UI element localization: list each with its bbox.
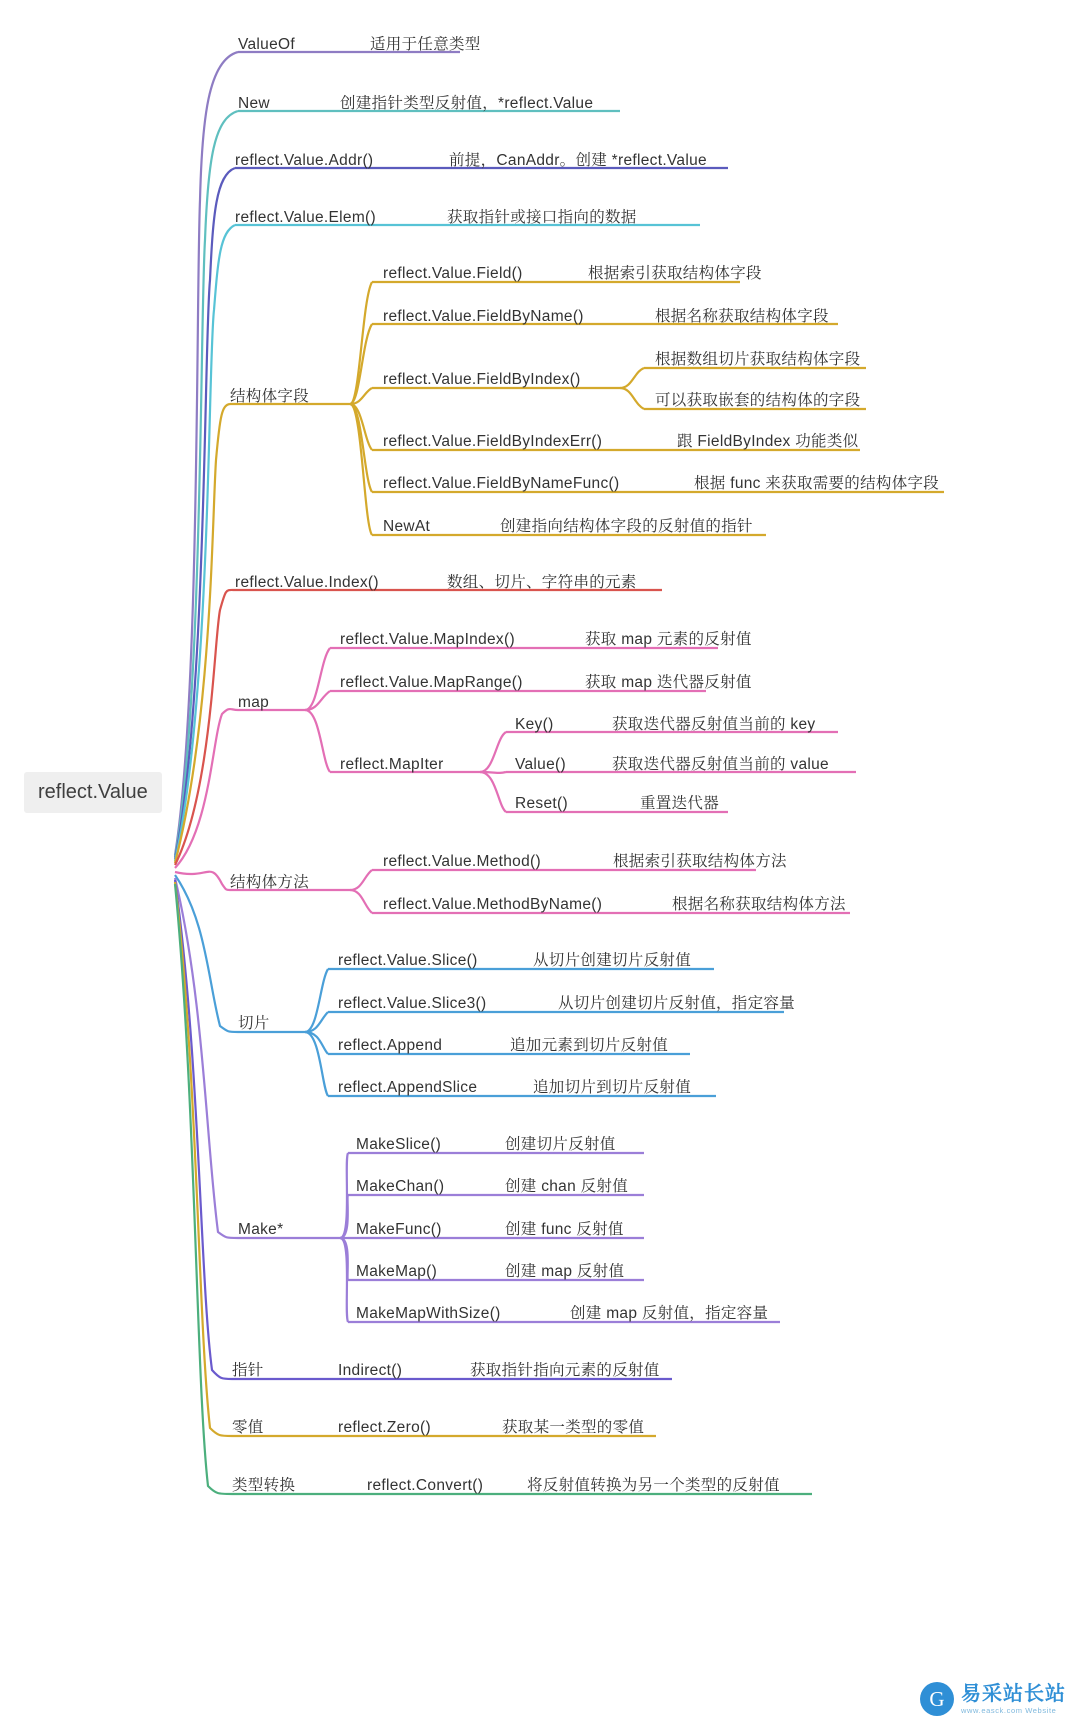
watermark-text bbox=[961, 1684, 1066, 1715]
node-valueof[interactable]: ValueOf bbox=[238, 36, 295, 53]
node-mapiter-reset[interactable]: Reset() bbox=[515, 795, 568, 812]
node-value-methodbyname-desc: 根据名称获取结构体方法 bbox=[672, 896, 846, 913]
group-struct-methods[interactable]: 结构体方法 bbox=[230, 874, 310, 891]
node-value-fieldbyindex[interactable]: reflect.Value.FieldByIndex() bbox=[383, 371, 581, 388]
node-value-index[interactable]: reflect.Value.Index() bbox=[235, 574, 379, 591]
node-value-method[interactable]: reflect.Value.Method() bbox=[383, 853, 541, 870]
watermark-title: 易采站长站 bbox=[961, 1682, 1066, 1705]
node-makefunc-desc: 创建 func 反射值 bbox=[505, 1221, 624, 1238]
node-makechan-desc: 创建 chan 反射值 bbox=[505, 1178, 629, 1195]
node-appendslice[interactable]: reflect.AppendSlice bbox=[338, 1079, 478, 1096]
node-value-fieldbyname[interactable]: reflect.Value.FieldByName() bbox=[383, 308, 584, 325]
node-mapiter-key-desc: 获取迭代器反射值当前的 key bbox=[612, 716, 816, 733]
node-value-fieldbyname-desc: 根据名称获取结构体字段 bbox=[655, 308, 829, 325]
node-new[interactable]: New bbox=[238, 95, 270, 112]
node-mapiter-key[interactable]: Key() bbox=[515, 716, 554, 733]
node-value-maprange-desc: 获取 map 迭代器反射值 bbox=[585, 674, 752, 691]
group-struct-fields[interactable]: 结构体字段 bbox=[230, 388, 310, 405]
group-zero[interactable]: 零值 bbox=[232, 1419, 264, 1436]
node-value-fieldbyindex-desc-2: 可以获取嵌套的结构体的字段 bbox=[655, 392, 861, 409]
group-pointer[interactable]: 指针 bbox=[232, 1362, 264, 1379]
node-value-slice3-desc: 从切片创建切片反射值，指定容量 bbox=[558, 995, 796, 1012]
node-indirect[interactable]: Indirect() bbox=[338, 1362, 403, 1379]
node-append[interactable]: reflect.Append bbox=[338, 1037, 443, 1054]
node-makefunc[interactable]: MakeFunc() bbox=[356, 1221, 442, 1238]
node-mapiter-value-desc: 获取迭代器反射值当前的 value bbox=[612, 756, 829, 773]
node-newat[interactable]: NewAt bbox=[383, 518, 431, 535]
node-value-field[interactable]: reflect.Value.Field() bbox=[383, 265, 523, 282]
node-makechan[interactable]: MakeChan() bbox=[356, 1178, 445, 1195]
node-makemapwithsize[interactable]: MakeMapWithSize() bbox=[356, 1305, 501, 1322]
node-newat-desc: 创建指向结构体字段的反射值的指针 bbox=[500, 518, 753, 535]
node-indirect-desc: 获取指针指向元素的反射值 bbox=[470, 1362, 660, 1379]
group-type-convert[interactable]: 类型转换 bbox=[232, 1477, 296, 1494]
node-valueof-desc: 适用于任意类型 bbox=[370, 36, 481, 53]
watermark-subtitle: www.easck.com Website bbox=[961, 1705, 1057, 1715]
node-value-index-desc: 数组、切片、字符串的元素 bbox=[447, 574, 637, 591]
node-value-method-desc: 根据索引获取结构体方法 bbox=[613, 853, 787, 870]
node-value-methodbyname[interactable]: reflect.Value.MethodByName() bbox=[383, 896, 603, 913]
node-makeslice-desc: 创建切片反射值 bbox=[505, 1136, 616, 1153]
node-value-fieldbynamefunc[interactable]: reflect.Value.FieldByNameFunc() bbox=[383, 475, 620, 492]
node-value-fieldbynamefunc-desc: 根据 func 来获取需要的结构体字段 bbox=[694, 475, 940, 492]
node-makeslice[interactable]: MakeSlice() bbox=[356, 1136, 442, 1153]
group-slice[interactable]: 切片 bbox=[238, 1015, 270, 1032]
root-node[interactable]: reflect.Value bbox=[24, 772, 162, 813]
node-appendslice-desc: 追加切片到切片反射值 bbox=[533, 1079, 692, 1096]
node-value-elem-desc: 获取指针或接口指向的数据 bbox=[447, 209, 637, 226]
node-zero-desc: 获取某一类型的零值 bbox=[502, 1419, 645, 1436]
node-makemap-desc: 创建 map 反射值 bbox=[505, 1263, 625, 1280]
node-zero[interactable]: reflect.Zero() bbox=[338, 1419, 431, 1436]
node-value-mapindex-desc: 获取 map 元素的反射值 bbox=[585, 631, 752, 648]
node-mapiter[interactable]: reflect.MapIter bbox=[340, 756, 444, 773]
group-map[interactable]: map bbox=[238, 694, 270, 711]
node-value-elem[interactable]: reflect.Value.Elem() bbox=[235, 209, 376, 226]
node-value-slice[interactable]: reflect.Value.Slice() bbox=[338, 952, 478, 969]
node-mapiter-reset-desc: 重置迭代器 bbox=[640, 795, 720, 812]
node-value-maprange[interactable]: reflect.Value.MapRange() bbox=[340, 674, 523, 691]
watermark-logo-icon: G bbox=[920, 1682, 954, 1716]
node-value-addr-desc: 前提，CanAddr。创建 *reflect.Value bbox=[449, 152, 707, 169]
node-value-fieldbyindexerr[interactable]: reflect.Value.FieldByIndexErr() bbox=[383, 433, 603, 450]
node-new-desc: 创建指针类型反射值，*reflect.Value bbox=[340, 95, 594, 112]
node-value-addr[interactable]: reflect.Value.Addr() bbox=[235, 152, 374, 169]
node-value-mapindex[interactable]: reflect.Value.MapIndex() bbox=[340, 631, 515, 648]
node-value-slice-desc: 从切片创建切片反射值 bbox=[533, 952, 692, 969]
node-value-fieldbyindexerr-desc: 跟 FieldByIndex 功能类似 bbox=[677, 433, 859, 450]
node-mapiter-value[interactable]: Value() bbox=[515, 756, 566, 773]
node-value-fieldbyindex-desc-1: 根据数组切片获取结构体字段 bbox=[655, 351, 861, 368]
group-make[interactable]: Make* bbox=[238, 1221, 284, 1238]
node-makemapwithsize-desc: 创建 map 反射值，指定容量 bbox=[570, 1305, 769, 1322]
node-append-desc: 追加元素到切片反射值 bbox=[510, 1037, 669, 1054]
watermark bbox=[920, 1682, 1066, 1716]
node-value-slice3[interactable]: reflect.Value.Slice3() bbox=[338, 995, 487, 1012]
node-value-field-desc: 根据索引获取结构体字段 bbox=[588, 265, 762, 282]
node-convert-desc: 将反射值转换为另一个类型的反射值 bbox=[527, 1477, 780, 1494]
node-convert[interactable]: reflect.Convert() bbox=[367, 1477, 484, 1494]
node-makemap[interactable]: MakeMap() bbox=[356, 1263, 438, 1280]
